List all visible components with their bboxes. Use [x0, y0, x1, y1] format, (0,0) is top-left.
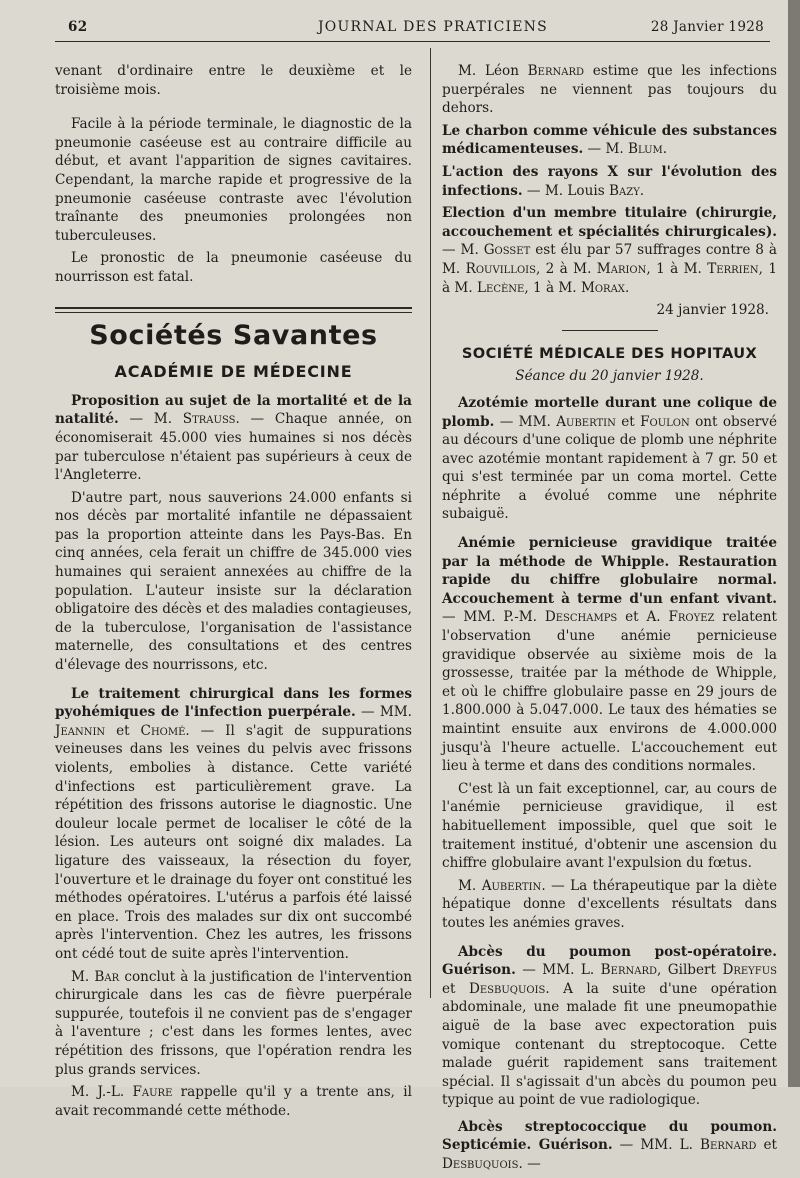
author-name: Bernard — [700, 1137, 757, 1154]
section-title: Sociétés Savantes — [89, 319, 378, 351]
article-title: L'action des rayons X sur l'évolution des infections. — [442, 163, 777, 199]
page-number: 62 — [68, 19, 88, 35]
author-name: Chomé — [140, 722, 186, 739]
report-date: 24 janvier 1928. — [656, 302, 769, 319]
journal-title: JOURNAL DES PRATICIENS — [318, 19, 548, 35]
author-name: Aubertin — [481, 877, 542, 894]
author-name: Jeannin — [55, 722, 106, 739]
article-paragraph: Le traitement chirurgical dans les formes pyohémiques de l'infection puerpérale. — MM. Jeannin et Chomé. — Il s'agit de suppurations veineuses dans les veines du pelvis avec frissons violents, embolies à distance. Cette variété d'infections est particulièrement grave. La répétition des frissons autorise le diagnostic. Une douleur locale permet de localiser le côté de la lésion. Les auteurs ont soigné dix malades. La ligature des vaisseaux, la résection du foyer, l'ouverture et le drainage du foyer ont constitué les méthodes opératoires. L'utérus a parfois été laissé en place. Trois des malades sur dix ont succombé après l'intervention. Chez les autres, les frissons ont cédé tout de suite après l'intervention. — [55, 685, 412, 962]
author-name: Blum — [628, 141, 663, 158]
author-name: Terrien — [707, 260, 759, 277]
article-paragraph: Abcès du poumon post-opératoire. Guérison. — MM. L. Bernard, Gilbert Dreyfus et Desbuquois. A la suite d'une opération abdominale, une malade fit une pneumopathie aiguë de la base avec expectoration puis vomique contenant du streptocoque. Cette malade guérit rapidement sans traitement spécial. Il s'agissait d'un abcès du poumon peu typique au point de vue radiologique. — [442, 943, 777, 1109]
author-name: Morax — [580, 279, 625, 296]
paragraph: M. Léon Bernard estime que les infections puerpérales ne viennent pas toujours du dehors. — [442, 63, 777, 117]
column-divider — [430, 48, 431, 998]
article-paragraph: Azotémie mortelle durant une colique de plomb. — MM. Aubertin et Foulon ont observé au décours d'une colique de plomb une néphrite avec azotémie montant rapidement à 7 gr. 50 et qui s'est terminée par un coma mortel. Cette néphrite a évolué comme une néphrite subaiguë. — [442, 394, 777, 523]
society-title: SOCIÉTÉ MÉDICALE DES HOPITAUX — [461, 344, 758, 362]
paragraph: C'est là un fait exceptionnel, car, au cours de l'anémie pernicieuse gravidique, il est habituellement impossible, quel que soit le traitement institué, d'obtenir une ascension du chiffre globulaire avant l'expulsion du fœtus. — [442, 780, 777, 872]
author-name: Deschamps — [544, 609, 618, 626]
author-name: Bernard — [527, 63, 585, 79]
paragraph: Le pronostic de la pneumonie caséeuse du nourrisson est fatal. — [55, 250, 412, 285]
article-title: Proposition au sujet de la mortalité et de la natalité. — [55, 392, 412, 428]
page-edge — [788, 0, 800, 1087]
author-name: Bar — [94, 968, 120, 985]
author-name: Lecène — [477, 279, 525, 296]
author-name: Dreyfus — [722, 962, 777, 979]
issue-date: 28 Janvier 1928 — [650, 19, 764, 35]
author-name: Bernard — [600, 962, 657, 979]
header-rule — [55, 41, 770, 42]
article-title: Abcès du poumon post-opératoire. Guérison. — [442, 943, 777, 979]
author-name: Desbuquois — [442, 1156, 519, 1173]
left-column — [55, 62, 412, 1124]
article-title: Le traitement chirurgical dans les formes pyohémiques de l'infection puerpérale. — [55, 685, 412, 721]
section-rule — [55, 307, 412, 313]
article-paragraph: L'action des rayons X sur l'évolution des infections. — M. Louis Bazy. — [442, 163, 777, 199]
article-paragraph: Proposition au sujet de la mortalité et de la natalité. — M. Strauss. — Chaque année, on économiserait 45.000 vies humaines si nos décès par tuberculose n'étaient pas supérieurs à ceux de l'Angleterre. — [55, 392, 412, 484]
article-paragraph: Election d'un membre titulaire (chirurgie, accouchement et spécialités chirurgicales). — M. Gosset est élu par 57 suffrages contre 8 à M. Rouvillois, 2 à M. Marion, 1 à M. Terrien, 1 à M. Lecène, 1 à M. Morax. — [442, 205, 778, 296]
paragraph: M. J.-L. Faure rappelle qu'il y a trente ans, il avait recommandé cette méthode. — [55, 1084, 412, 1119]
paragraph: Facile à la période terminale, le diagnostic de la pneumonie caséeuse est au contraire difficile au début, et avant l'apparition de signes cavitaires. Cependant, la marche rapide et progressive de la pneumonie caséeuse contraste avec l'évolution traînante des pneumonies prolongées non tuberculeuses. — [55, 116, 412, 244]
session-date: Séance du 20 janvier 1928. — [515, 368, 704, 385]
article-paragraph: Anémie pernicieuse gravidique traitée par la méthode de Whipple. Restauration rapide du chiffre globulaire normal. Accouchement à terme d'un enfant vivant. — MM. P.-M. Deschamps et A. Froyez relatent l'observation d'une anémie pernicieuse gravidique observée au sixième mois de la grossesse, traitée par la méthode de Whipple, et où le chiffre globulaire passe en 29 jours de 1.800.000 à 5.047.000. Le taux des hématies se maintint ensuite aux environs de 4.000.000 jusqu'à l'heure actuelle. L'accouchement eut lieu à terme et dans des conditions normales. — [442, 535, 778, 775]
separator-rule — [562, 330, 658, 331]
author-name: Rouvillois — [465, 260, 536, 277]
author-name: Froyez — [668, 609, 715, 626]
author-name: Marion — [596, 260, 647, 277]
right-column — [442, 62, 777, 1178]
article-paragraph: Le charbon comme véhicule des substances médicamenteuses. — M. Blum. — [442, 122, 777, 158]
author-name: Strauss — [182, 411, 236, 428]
subsection-title: ACADÉMIE DE MÉDECINE — [114, 362, 353, 382]
article-title: Anémie pernicieuse gravidique traitée par la méthode de Whipple. Restauration rapide du chiffre globulaire normal. Accouchement à terme d'un enfant vivant. — [442, 535, 777, 607]
author-name: Foulon — [640, 413, 690, 430]
author-name: Faure — [132, 1084, 173, 1101]
article-title: Le charbon comme véhicule des substances médicamenteuses. — [442, 122, 777, 158]
article-paragraph: Abcès streptococcique du poumon. Septicémie. Guérison. — MM. L. Bernard et Desbuquois. — — [442, 1118, 777, 1173]
article-title: Abcès streptococcique du poumon. Septicémie. Guérison. — [442, 1118, 777, 1154]
author-name: Aubertin — [556, 413, 616, 430]
paragraph: venant d'ordinaire entre le deuxième et le troisième mois. — [55, 63, 412, 98]
page-header — [68, 19, 764, 41]
author-name: Bazy — [609, 182, 640, 199]
paragraph: M. Bar conclut à la justification de l'intervention chirurgicale dans les cas de fièvre puerpérale suppurée, toutefois il ne convient pas de s'engager à l'aventure ; c'est dans les formes lentes, avec répétition des frissons, que l'opération rendra les plus grands services. — [55, 968, 412, 1078]
article-title: Election d'un membre titulaire (chirurgie, accouchement et spécialités chirurgicales). — [442, 205, 777, 240]
paragraph: D'autre part, nous sauverions 24.000 enfants si nos décès par mortalité infantile ne dépassaient pas la proportion atteinte dans les Pays-Bas. En cinq années, cela ferait un chiffre de 345.000 vies humaines qui seraient annexées au chiffre de la population. L'auteur insiste sur la déclaration obligatoire des décès et des maladies contagieuses, de la tuberculose, l'organisation de l'assistance maternelle, des consultations et des centres d'élevage des nourrissons, etc. — [55, 489, 412, 674]
paragraph: M. Aubertin. — La thérapeutique par la diète hépatique donne d'excellents résultats dans toutes les anémies graves. — [442, 877, 778, 931]
author-name: Desbuquois — [468, 980, 546, 997]
author-name: Gosset — [483, 242, 531, 259]
article-title: Azotémie mortelle durant une colique de plomb. — [442, 394, 777, 430]
